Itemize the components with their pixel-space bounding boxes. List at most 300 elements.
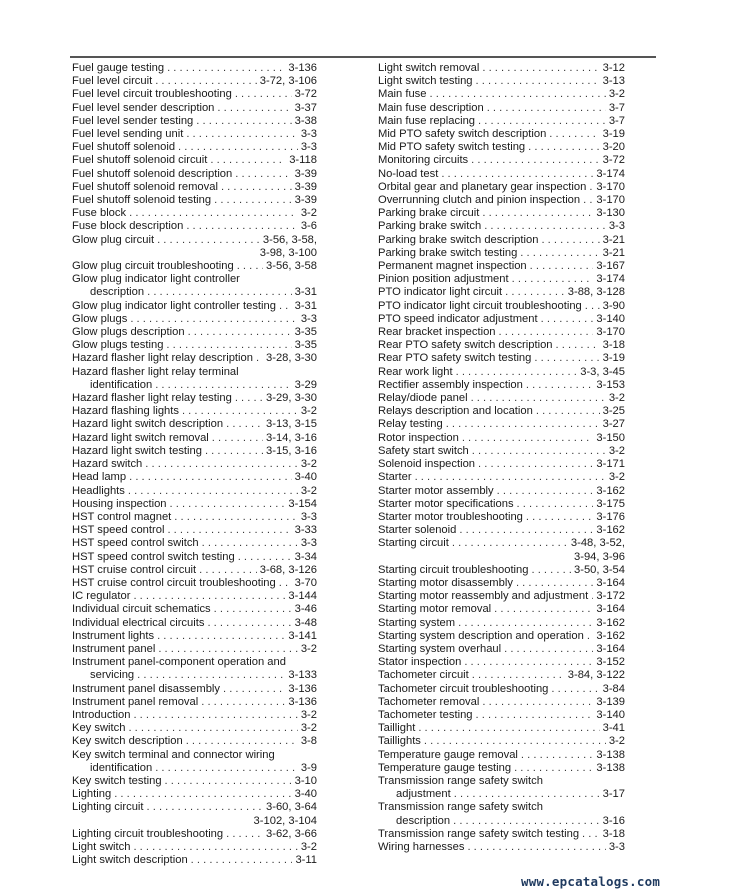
entry-pages[interactable]: 3-40 xyxy=(294,471,317,484)
entry-pages[interactable]: 3-162 xyxy=(596,524,625,537)
index-entry[interactable] xyxy=(378,366,625,379)
entry-line xyxy=(378,524,625,537)
index-entry[interactable] xyxy=(72,498,317,511)
entry-line xyxy=(72,590,317,603)
entry-pages[interactable]: 3-138 xyxy=(596,761,625,774)
entry-pages[interactable]: 3-27 xyxy=(602,418,625,431)
entry-line xyxy=(378,432,625,445)
index-entry[interactable] xyxy=(378,379,625,392)
index-entry[interactable] xyxy=(378,537,625,563)
index-entry[interactable] xyxy=(72,181,317,194)
header-rule xyxy=(70,56,656,58)
entry-pages[interactable]: 3-2 xyxy=(300,708,317,721)
entry-pages[interactable]: 3-50, 3-54 xyxy=(574,563,625,576)
entry-pages[interactable]: 3-15, 3-16 xyxy=(266,444,317,457)
index-entry[interactable] xyxy=(378,75,625,88)
entry-title: Main fuse replacing xyxy=(378,114,476,127)
index-entry[interactable] xyxy=(72,603,317,616)
index-entry[interactable] xyxy=(378,511,625,524)
index-entry[interactable] xyxy=(72,511,317,524)
entry-title: Fuel shutoff solenoid description xyxy=(72,167,233,180)
entry-title: HST cruise control circuit xyxy=(72,563,197,576)
entry-pages[interactable]: 3-3 xyxy=(300,141,317,154)
entry-pages[interactable]: 3-3 xyxy=(608,220,625,233)
index-entry[interactable] xyxy=(378,115,625,128)
entry-pages[interactable]: 3-48 xyxy=(294,616,317,629)
entry-pages[interactable]: 3-136 xyxy=(288,62,317,74)
index-entry[interactable] xyxy=(72,656,317,682)
index-entry[interactable] xyxy=(378,577,625,590)
entry-pages[interactable]: 3-39 xyxy=(294,167,317,180)
leader-dots xyxy=(186,735,298,748)
entry-pages[interactable]: 3-3, 3-45 xyxy=(580,365,625,378)
leader-dots xyxy=(456,366,578,379)
entry-pages[interactable]: 3-2 xyxy=(608,392,625,405)
leader-dots xyxy=(155,75,257,88)
index-entry[interactable] xyxy=(72,524,317,537)
leader-dots xyxy=(478,115,606,128)
index-entry[interactable] xyxy=(378,352,625,365)
entry-line xyxy=(72,220,317,233)
entry-pages[interactable]: 3-162 xyxy=(596,616,625,629)
entry-title: Hazard light switch removal xyxy=(72,431,209,444)
entry-pages[interactable]: 3-2 xyxy=(300,458,317,471)
entry-pages[interactable]: 3-39 xyxy=(294,194,317,207)
leader-dots xyxy=(214,603,292,616)
index-entry[interactable] xyxy=(72,749,317,775)
entry-pages[interactable]: 3-130 xyxy=(596,207,625,220)
index-entry[interactable] xyxy=(72,775,317,788)
leader-dots xyxy=(587,630,594,643)
index-entry[interactable] xyxy=(378,801,625,827)
index-entry[interactable] xyxy=(378,696,625,709)
index-entry[interactable] xyxy=(72,313,317,326)
entry-pages[interactable]: 3-14, 3-16 xyxy=(266,431,317,444)
entry-pages[interactable]: 3-141 xyxy=(288,629,317,642)
entry-line xyxy=(72,669,317,682)
index-entry[interactable] xyxy=(378,524,625,537)
leader-dots xyxy=(133,841,297,854)
index-entry[interactable] xyxy=(72,88,317,101)
index-entry[interactable] xyxy=(72,339,317,352)
entry-line xyxy=(378,273,625,286)
entry-line xyxy=(378,154,625,167)
index-entry[interactable] xyxy=(378,775,625,801)
entry-pages[interactable]: 3-154 xyxy=(288,497,317,510)
index-entry[interactable] xyxy=(378,326,625,339)
index-entry[interactable] xyxy=(72,405,317,418)
entry-pages[interactable]: 3-2 xyxy=(300,405,317,418)
entry-line xyxy=(72,326,317,339)
entry-pages[interactable]: 3-118 xyxy=(289,154,317,167)
entry-line xyxy=(72,352,317,365)
entry-pages[interactable]: 3-12 xyxy=(602,62,625,74)
entry-line xyxy=(72,392,317,405)
entry-title: Hazard flashing lights xyxy=(72,405,179,418)
index-entry[interactable] xyxy=(72,643,317,656)
entry-subtitle: description xyxy=(396,814,451,827)
entry-title: Instrument lights xyxy=(72,629,155,642)
entry-pages[interactable]: 3-19 xyxy=(602,128,625,141)
entry-line xyxy=(72,603,317,616)
entry-pages[interactable]: 3-162 xyxy=(596,484,625,497)
leader-dots xyxy=(178,141,298,154)
entry-pages[interactable]: 3-31 xyxy=(294,286,317,299)
entry-title: Hazard light switch description xyxy=(72,418,224,431)
index-entry[interactable] xyxy=(378,141,625,154)
index-entry[interactable] xyxy=(72,168,317,181)
index-entry[interactable] xyxy=(72,683,317,696)
entry-pages[interactable]: 3-150 xyxy=(596,431,625,444)
entry-title: Introduction xyxy=(72,708,131,721)
index-entry[interactable] xyxy=(378,603,625,616)
leader-dots xyxy=(467,841,605,854)
index-entry[interactable] xyxy=(72,801,317,827)
entry-pages[interactable]: 3-72 xyxy=(602,154,625,167)
entry-pages[interactable]: 3-21 xyxy=(602,246,625,259)
leader-dots xyxy=(549,128,599,141)
index-entry[interactable] xyxy=(378,471,625,484)
index-entry[interactable] xyxy=(72,273,317,299)
index-entry[interactable] xyxy=(378,630,625,643)
index-entry[interactable] xyxy=(72,551,317,564)
entry-pages[interactable]: 3-3 xyxy=(300,537,317,550)
entry-pages[interactable]: 3-172 xyxy=(596,590,625,603)
entry-pages[interactable]: 3-176 xyxy=(596,510,625,523)
entry-pages[interactable]: 3-60, 3-64 xyxy=(266,801,317,814)
entry-pages[interactable]: 3-56, 3-58, xyxy=(262,233,317,246)
index-entry[interactable] xyxy=(72,141,317,154)
index-entry[interactable] xyxy=(378,709,625,722)
index-entry[interactable] xyxy=(378,617,625,630)
entry-pages[interactable]: 3-25 xyxy=(602,405,625,418)
entry-line xyxy=(72,445,317,458)
entry-pages[interactable]: 3-28, 3-30 xyxy=(266,352,317,365)
entry-pages[interactable]: 3-18 xyxy=(602,827,625,840)
index-entry[interactable] xyxy=(378,339,625,352)
index-entry[interactable] xyxy=(72,854,317,867)
entry-pages[interactable]: 3-13, 3-15 xyxy=(266,418,317,431)
entry-pages[interactable]: 3-19 xyxy=(602,352,625,365)
entry-line xyxy=(378,749,625,762)
entry-pages[interactable]: 3-9 xyxy=(300,761,317,774)
entry-pages[interactable]: 3-2 xyxy=(300,642,317,655)
index-entry[interactable] xyxy=(72,432,317,445)
index-entry[interactable] xyxy=(72,445,317,458)
entry-pages[interactable]: 3-38 xyxy=(294,114,317,127)
index-entry[interactable] xyxy=(72,207,317,220)
leader-dots xyxy=(237,260,263,273)
entry-line xyxy=(72,524,317,537)
entry-pages[interactable]: 3-21 xyxy=(602,233,625,246)
entry-pages[interactable]: 3-139 xyxy=(596,695,625,708)
index-entry[interactable] xyxy=(378,247,625,260)
index-entry[interactable] xyxy=(378,762,625,775)
entry-pages[interactable]: 3-140 xyxy=(596,312,625,325)
entry-line xyxy=(72,564,317,577)
entry-pages[interactable]: 3-72, 3-106 xyxy=(259,75,317,88)
leader-dots xyxy=(279,300,292,313)
index-entry[interactable] xyxy=(378,749,625,762)
entry-pages[interactable]: 3-7 xyxy=(608,114,625,127)
entry-pages[interactable]: 3-90 xyxy=(602,299,625,312)
index-entry[interactable] xyxy=(378,643,625,656)
entry-pages[interactable]: 3-37 xyxy=(294,101,317,114)
entry-pages[interactable]: 3-175 xyxy=(596,497,625,510)
entry-pages[interactable]: 3-29 xyxy=(294,378,317,391)
entry-pages[interactable]: 3-56, 3-58 xyxy=(266,260,317,273)
entry-pages[interactable]: 3-174 xyxy=(596,167,625,180)
entry-title: Hazard flasher light relay terminal xyxy=(72,365,239,378)
index-entry[interactable] xyxy=(72,366,317,392)
entry-pages[interactable]: 3-138 xyxy=(596,748,625,761)
entry-title: Rear bracket inspection xyxy=(378,326,496,339)
index-entry[interactable] xyxy=(378,260,625,273)
entry-title: Pinion position adjustment xyxy=(378,273,509,286)
leader-dots xyxy=(494,603,593,616)
entry-title: Mid PTO safety switch testing xyxy=(378,141,526,154)
entry-line xyxy=(378,88,625,101)
entry-title: Key switch xyxy=(72,722,126,735)
index-entry[interactable] xyxy=(72,735,317,748)
index-entry[interactable] xyxy=(72,194,317,207)
index-entry[interactable] xyxy=(72,590,317,603)
entry-title: Rectifier assembly inspection xyxy=(378,378,523,391)
index-entry[interactable] xyxy=(378,418,625,431)
entry-pages[interactable]: 3-164 xyxy=(596,603,625,616)
entry-pages[interactable]: 3-68, 3-126 xyxy=(259,563,317,576)
index-entry[interactable] xyxy=(378,154,625,167)
entry-pages[interactable]: 3-20 xyxy=(602,141,625,154)
index-entry[interactable] xyxy=(72,300,317,313)
index-entry[interactable] xyxy=(378,313,625,326)
entry-line xyxy=(378,577,625,590)
entry-pages[interactable]: 3-6 xyxy=(300,220,317,233)
entry-pages[interactable]: 3-13 xyxy=(602,75,625,88)
entry-pages[interactable]: 3-144 xyxy=(288,590,317,603)
entry-line xyxy=(378,722,625,735)
leader-dots xyxy=(453,815,599,828)
index-entry[interactable] xyxy=(378,286,625,299)
index-entry[interactable] xyxy=(72,128,317,141)
leader-dots xyxy=(130,313,297,326)
index-entry[interactable] xyxy=(378,683,625,696)
entry-pages[interactable]: 3-40 xyxy=(294,788,317,801)
leader-dots xyxy=(155,379,291,392)
index-entry[interactable] xyxy=(378,485,625,498)
entry-pages[interactable]: 3-46 xyxy=(294,603,317,616)
entry-title: Parking brake switch description xyxy=(378,233,539,246)
entry-pages[interactable]: 3-3 xyxy=(608,840,625,853)
entry-pages[interactable]: 3-31 xyxy=(294,299,317,312)
index-entry[interactable] xyxy=(378,458,625,471)
entry-pages[interactable]: 3-171 xyxy=(596,458,625,471)
index-entry[interactable] xyxy=(72,234,317,260)
entry-pages[interactable]: 3-7 xyxy=(608,101,625,114)
entry-line xyxy=(378,630,625,643)
index-entry[interactable] xyxy=(378,207,625,220)
entry-pages[interactable]: 3-2 xyxy=(608,88,625,101)
index-entry[interactable] xyxy=(72,828,317,841)
index-entry[interactable] xyxy=(378,564,625,577)
index-entry[interactable] xyxy=(72,564,317,577)
entry-line xyxy=(378,181,625,194)
entry-line xyxy=(378,313,625,326)
index-entry[interactable] xyxy=(72,537,317,550)
entry-pages[interactable]: 3-88, 3-128 xyxy=(567,286,625,299)
index-entry[interactable] xyxy=(378,656,625,669)
entry-pages[interactable]: 3-2 xyxy=(300,840,317,853)
index-entry[interactable] xyxy=(72,577,317,590)
index-entry[interactable] xyxy=(378,168,625,181)
index-entry[interactable] xyxy=(72,154,317,167)
index-entry[interactable] xyxy=(72,485,317,498)
entry-pages[interactable]: 3-35 xyxy=(294,326,317,339)
index-entry[interactable] xyxy=(378,234,625,247)
entry-pages[interactable]: 3-2 xyxy=(300,207,317,220)
entry-pages[interactable]: 3-170 xyxy=(596,326,625,339)
entry-pages[interactable]: 3-29, 3-30 xyxy=(266,392,317,405)
index-entry[interactable] xyxy=(378,669,625,682)
entry-pages[interactable]: 3-10 xyxy=(294,774,317,787)
index-entry[interactable] xyxy=(378,498,625,511)
index-entry[interactable] xyxy=(72,392,317,405)
entry-pages[interactable]: 3-70 xyxy=(294,576,317,589)
entry-pages[interactable]: 3-2 xyxy=(300,484,317,497)
entry-pages[interactable]: 3-8 xyxy=(300,735,317,748)
entry-title: Head lamp xyxy=(72,471,127,484)
index-entry[interactable] xyxy=(378,722,625,735)
entry-title: Overrunning clutch and pinion inspection xyxy=(378,194,581,207)
entry-pages[interactable]: 3-17 xyxy=(602,788,625,801)
index-entry[interactable] xyxy=(378,828,625,841)
entry-title: IC regulator xyxy=(72,590,131,603)
index-entry[interactable] xyxy=(378,300,625,313)
leader-dots xyxy=(155,762,298,775)
entry-pages[interactable]: 3-152 xyxy=(596,656,625,669)
entry-pages[interactable]: 3-18 xyxy=(602,339,625,352)
index-entry[interactable] xyxy=(378,62,625,75)
index-entry[interactable] xyxy=(72,722,317,735)
entry-pages[interactable]: 3-170 xyxy=(596,194,625,207)
index-entry[interactable] xyxy=(72,326,317,339)
index-entry[interactable] xyxy=(72,788,317,801)
index-entry[interactable] xyxy=(378,432,625,445)
entry-title: Main fuse description xyxy=(378,101,484,114)
index-entry[interactable] xyxy=(72,709,317,722)
index-entry[interactable] xyxy=(72,696,317,709)
index-entry[interactable] xyxy=(378,194,625,207)
entry-pages[interactable]: 3-2 xyxy=(608,735,625,748)
leader-dots xyxy=(167,524,291,537)
entry-pages[interactable]: 3-2 xyxy=(300,722,317,735)
index-entry[interactable] xyxy=(72,260,317,273)
leader-dots xyxy=(128,485,298,498)
entry-pages[interactable]: 3-3 xyxy=(300,312,317,325)
entry-pages[interactable]: 3-174 xyxy=(596,273,625,286)
entry-line xyxy=(378,841,625,854)
index-entry[interactable] xyxy=(72,102,317,115)
entry-pages[interactable]: 3-11 xyxy=(295,854,317,867)
index-entry[interactable] xyxy=(72,220,317,233)
index-entry[interactable] xyxy=(378,445,625,458)
entry-pages[interactable]: 3-62, 3-66 xyxy=(266,827,317,840)
index-entry[interactable] xyxy=(378,181,625,194)
entry-line xyxy=(378,498,625,511)
leader-dots xyxy=(256,352,263,365)
entry-pages[interactable]: 3-34 xyxy=(294,550,317,563)
entry-pages[interactable]: 3-3 xyxy=(300,128,317,141)
index-entry[interactable] xyxy=(378,405,625,418)
entry-pages[interactable]: 3-136 xyxy=(288,682,317,695)
entry-pages[interactable]: 3-136 xyxy=(288,695,317,708)
entry-title: Light switch removal xyxy=(378,62,480,74)
index-entry[interactable] xyxy=(378,128,625,141)
index-entry[interactable] xyxy=(72,62,317,75)
leader-dots xyxy=(464,656,593,669)
entry-pages[interactable]: 3-164 xyxy=(596,642,625,655)
entry-pages[interactable]: 3-167 xyxy=(596,260,625,273)
index-entry[interactable] xyxy=(378,102,625,115)
entry-pages[interactable]: 3-39 xyxy=(294,180,317,193)
index-entry[interactable] xyxy=(378,735,625,748)
leader-dots xyxy=(459,524,593,537)
index-entry[interactable] xyxy=(72,352,317,365)
index-entry[interactable] xyxy=(378,590,625,603)
entry-pages[interactable]: 3-33 xyxy=(294,524,317,537)
index-entry[interactable] xyxy=(72,471,317,484)
entry-pages-continued[interactable]: 3-98, 3-100 xyxy=(259,246,317,259)
entry-pages[interactable]: 3-48, 3-52, xyxy=(570,537,625,550)
entry-pages[interactable]: 3-84 xyxy=(602,682,625,695)
index-entry[interactable] xyxy=(378,841,625,854)
leader-dots xyxy=(201,696,285,709)
index-entry[interactable] xyxy=(72,418,317,431)
entry-title: Glow plugs testing xyxy=(72,339,164,352)
entry-pages[interactable]: 3-84, 3-122 xyxy=(567,669,625,682)
index-entry[interactable] xyxy=(378,273,625,286)
entry-pages[interactable]: 3-133 xyxy=(288,669,317,682)
index-entry[interactable] xyxy=(72,617,317,630)
entry-pages[interactable]: 3-2 xyxy=(608,471,625,484)
entry-pages[interactable]: 3-164 xyxy=(596,576,625,589)
entry-title: Fuel gauge testing xyxy=(72,62,165,74)
entry-line xyxy=(72,194,317,207)
entry-pages[interactable]: 3-140 xyxy=(596,708,625,721)
index-entry[interactable] xyxy=(72,841,317,854)
index-entry[interactable] xyxy=(378,88,625,101)
index-entry[interactable] xyxy=(378,220,625,233)
entry-pages[interactable]: 3-153 xyxy=(596,378,625,391)
entry-pages[interactable]: 3-72 xyxy=(294,88,317,101)
entry-pages-continued[interactable]: 3-102, 3-104 xyxy=(253,814,317,827)
index-entry[interactable] xyxy=(72,630,317,643)
leader-dots xyxy=(499,326,594,339)
entry-pages[interactable]: 3-16 xyxy=(602,814,625,827)
entry-pages[interactable]: 3-2 xyxy=(608,444,625,457)
index-entry[interactable] xyxy=(378,392,625,405)
entry-pages[interactable]: 3-3 xyxy=(300,510,317,523)
index-entry[interactable] xyxy=(72,458,317,471)
entry-title: Relays description and location xyxy=(378,405,533,418)
entry-pages[interactable]: 3-170 xyxy=(596,180,625,193)
index-entry[interactable] xyxy=(72,115,317,128)
entry-pages[interactable]: 3-35 xyxy=(294,339,317,352)
entry-pages-continued[interactable]: 3-94, 3-96 xyxy=(574,550,625,563)
entry-pages[interactable]: 3-162 xyxy=(596,629,625,642)
index-entry[interactable] xyxy=(72,75,317,88)
entry-pages[interactable]: 3-41 xyxy=(602,722,625,735)
